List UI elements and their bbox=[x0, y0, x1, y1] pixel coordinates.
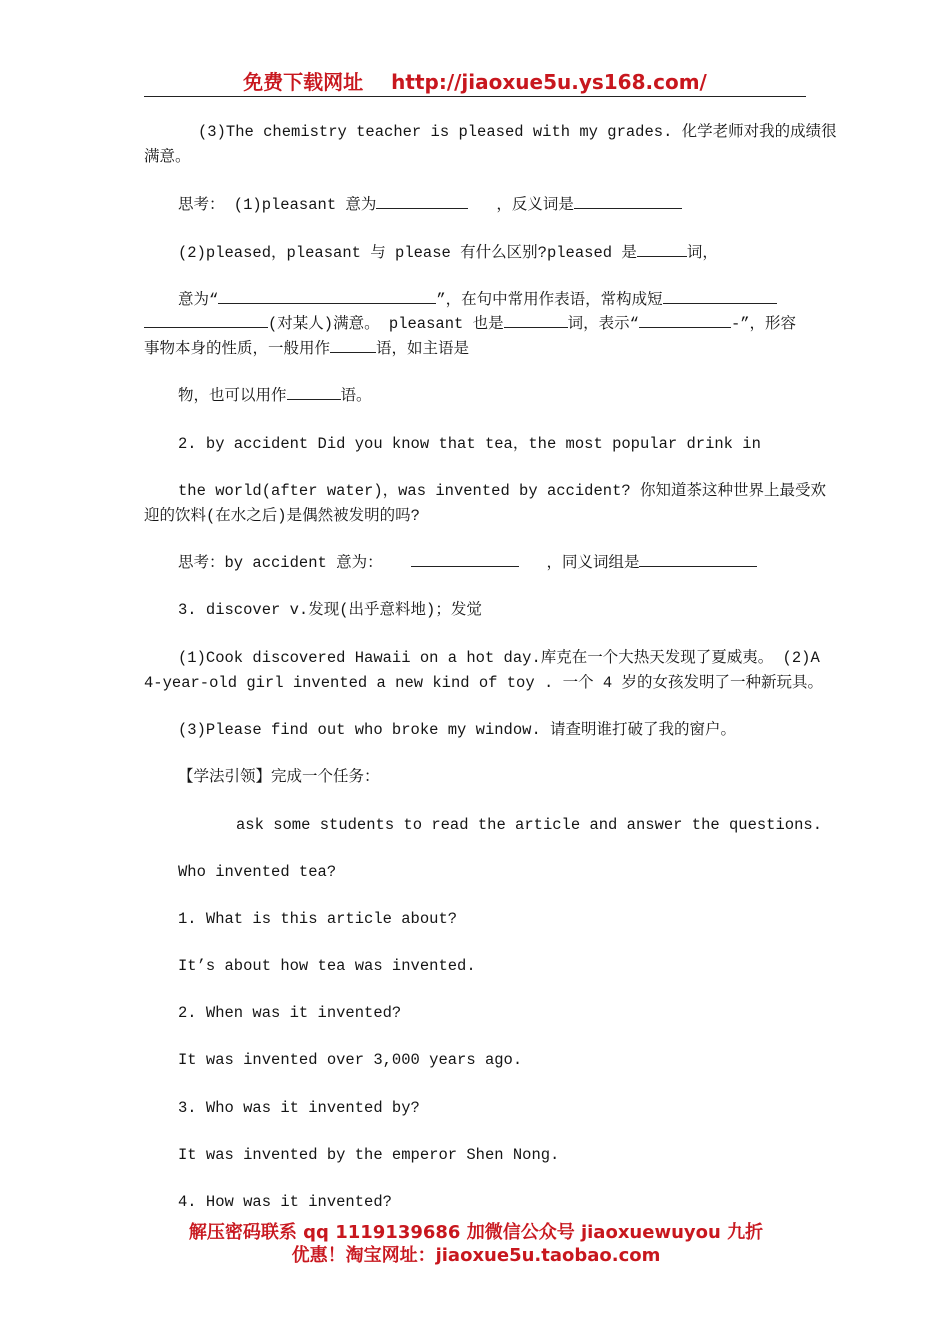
task-instruction: ask some students to read the article and answer the questions. bbox=[236, 816, 822, 834]
object-text: 物，也可以用作 bbox=[178, 387, 287, 405]
question-2 bbox=[178, 241, 842, 265]
item-2-title: 2. by accident Did you know that tea，the most popular drink in bbox=[178, 435, 761, 453]
think-1 bbox=[178, 193, 842, 217]
think-1-prompt: 思考： (1)pleasant 意为 bbox=[178, 196, 377, 214]
page-header bbox=[144, 66, 806, 97]
question-2-suffix: 词， bbox=[686, 244, 718, 262]
pleasant-text: (对某人)满意。 pleasant 也是 bbox=[268, 315, 504, 333]
question-3: 3. Who was it invented by? bbox=[178, 1099, 420, 1117]
item-3-title: 3. discover v.发现(出乎意料地)；发觉 bbox=[178, 601, 482, 619]
item-2-line3: 迎的饮料(在水之后)是偶然被发明的吗? bbox=[144, 507, 420, 525]
item-3-example-1: (1)Cook discovered Hawaii on a hot day.库克在一个大热天发现了夏威夷。 (2)A bbox=[178, 649, 820, 667]
think-1-antonym-label: ，反义词是 bbox=[496, 196, 574, 214]
meaning-middle: ”，在句中常用作表语，常构成短 bbox=[436, 291, 663, 309]
header-label: 免费下载网址 bbox=[243, 70, 364, 94]
answer-3: It was invented by the emperor Shen Nong. bbox=[178, 1146, 560, 1164]
item-3-example-2: 4-year-old girl invented a new kind of toy . 一个 4 岁的女孩发明了一种新玩具。 bbox=[144, 674, 823, 692]
footer-line-1: 解压密码联系 qq 1119139686 加微信公众号 jiaoxuewuyou 九折 bbox=[188, 1222, 764, 1243]
blank-phrase-2[interactable] bbox=[144, 312, 268, 328]
answer-2: It was invented over 3,000 years ago. bbox=[178, 1051, 523, 1069]
header-url-link[interactable]: http://jiaoxue5u.ys168.com/ bbox=[391, 70, 707, 94]
object-line bbox=[178, 384, 842, 408]
item-2-line2: the world(after water)，was invented by accident? 你知道茶这种世界上最受欢 bbox=[178, 482, 826, 500]
blank-accident-meaning[interactable] bbox=[411, 551, 519, 567]
describe-text: 事物本身的性质，一般用作 bbox=[144, 340, 331, 358]
blank-usage-2[interactable] bbox=[287, 384, 341, 400]
method-heading: 【学法引领】完成一个任务： bbox=[178, 768, 380, 786]
think-2-prompt: 思考：by accident 意为： bbox=[178, 554, 383, 572]
question-1: 1. What is this article about? bbox=[178, 910, 458, 928]
example-3-line1: (3)The chemistry teacher is pleased with my grades. 化学老师对我的成绩很 bbox=[198, 123, 837, 141]
meaning-prefix: 意为“ bbox=[178, 291, 219, 309]
item-3-example-3: (3)Please find out who broke my window. 请查明谁打破了我的窗户。 bbox=[178, 721, 737, 739]
blank-pleasant-pos[interactable] bbox=[504, 312, 568, 328]
meaning-line bbox=[178, 288, 808, 312]
question-2-reading: 2. When was it invented? bbox=[178, 1004, 402, 1022]
blank-synonym[interactable] bbox=[639, 551, 757, 567]
example-3-line2: 满意。 bbox=[144, 148, 191, 166]
blank-pleased-meaning[interactable] bbox=[218, 288, 436, 304]
describe-line bbox=[144, 337, 808, 361]
describe-suffix: 语，如主语是 bbox=[376, 340, 470, 358]
blank-pleased-pos[interactable] bbox=[637, 241, 687, 257]
think-2 bbox=[178, 551, 842, 575]
question-4: 4. How was it invented? bbox=[178, 1193, 392, 1211]
footer-line-2: 优惠！淘宝网址：jiaoxue5u.taobao.com bbox=[291, 1245, 661, 1266]
think-2-synonym-label: ，同义词组是 bbox=[546, 554, 640, 572]
blank-antonym[interactable] bbox=[574, 193, 682, 209]
object-suffix: 语。 bbox=[340, 387, 372, 405]
question-2-text: (2)pleased，pleasant 与 please 有什么区别?pleased 是 bbox=[178, 244, 637, 262]
pleasant-line bbox=[144, 312, 808, 336]
article-title: Who invented tea? bbox=[178, 863, 337, 881]
blank-pleasant-def[interactable] bbox=[639, 312, 731, 328]
pleasant-means: 词，表示“ bbox=[567, 315, 639, 333]
pleasant-describe: -”，形容 bbox=[730, 315, 797, 333]
answer-1: It’s about how tea was invented. bbox=[178, 957, 476, 975]
blank-usage[interactable] bbox=[330, 337, 376, 353]
blank-pleasant-meaning[interactable] bbox=[376, 193, 468, 209]
blank-phrase-1[interactable] bbox=[663, 288, 777, 304]
